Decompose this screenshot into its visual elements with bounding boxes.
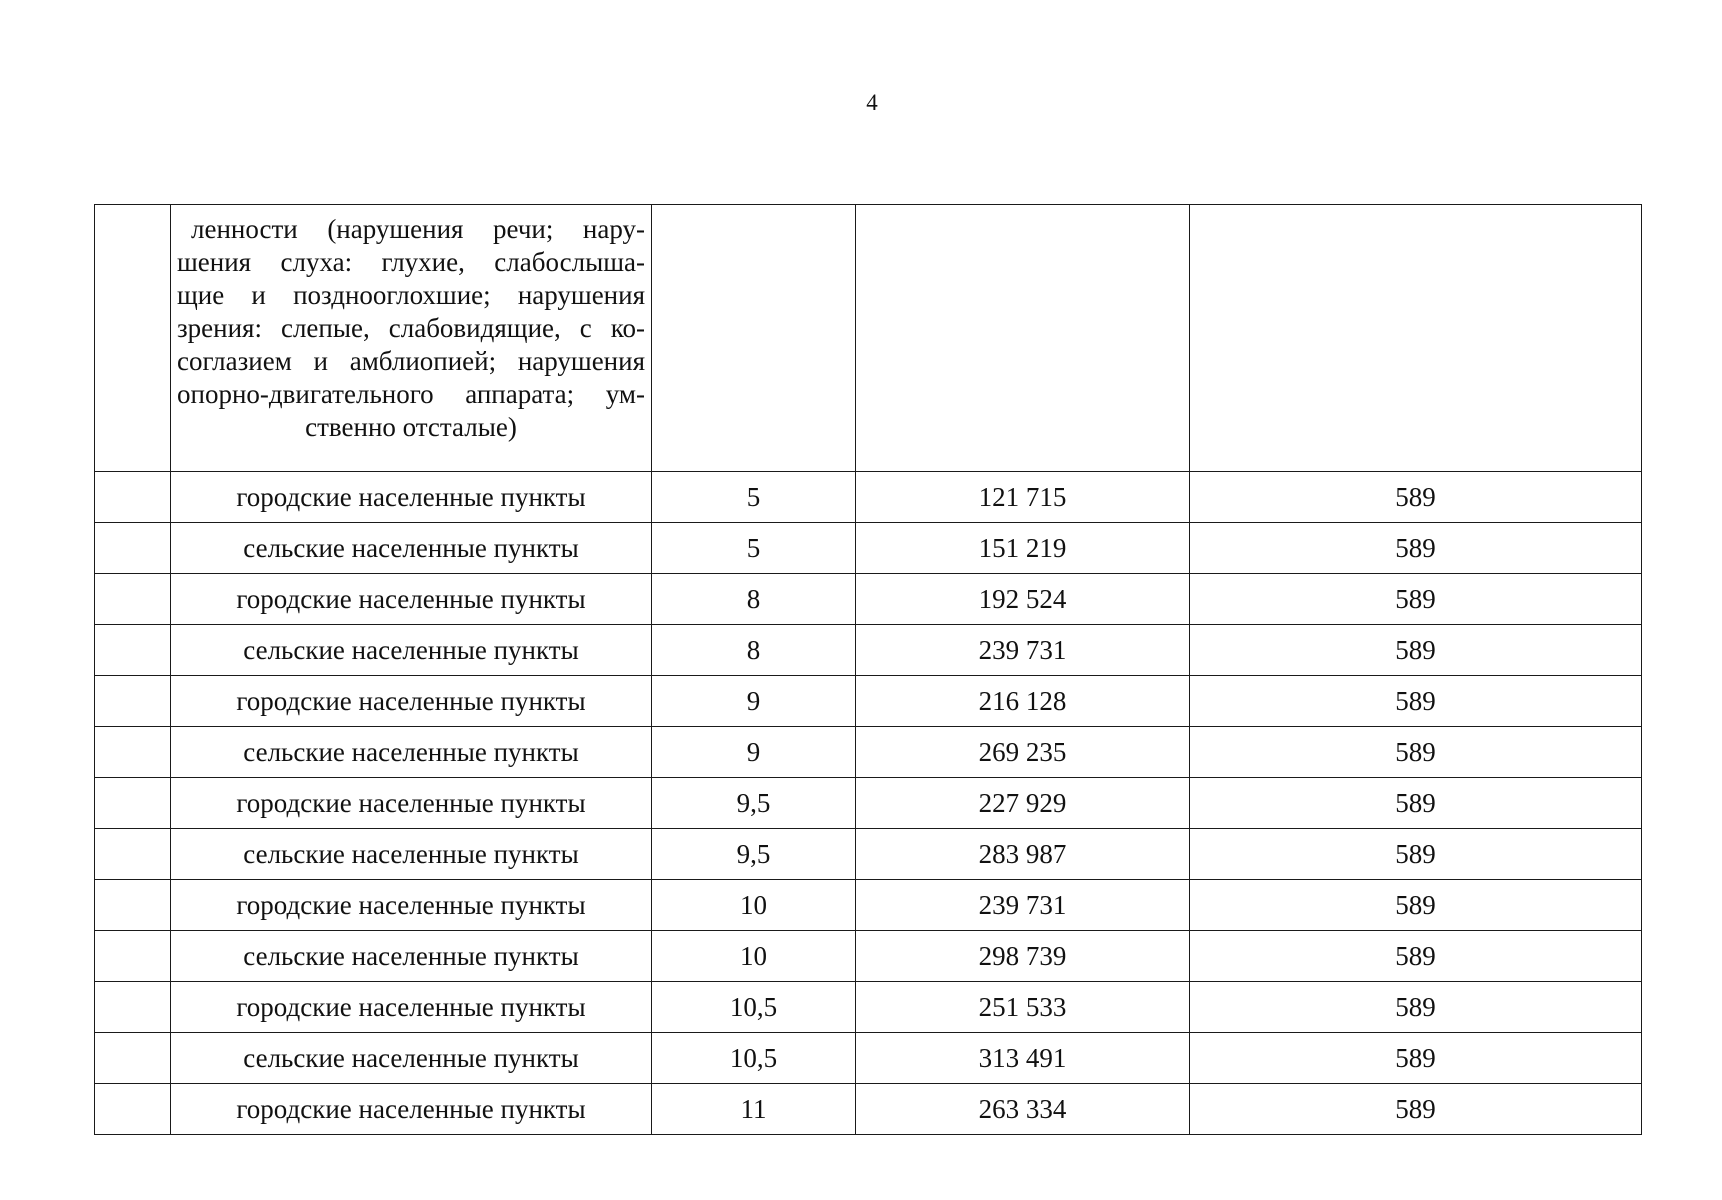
hours-cell: 9 — [652, 676, 856, 727]
number-cell — [95, 574, 171, 625]
page-number: 4 — [866, 90, 878, 115]
settlement-type-cell: сельские населенные пункты — [171, 931, 652, 982]
hours-cell: 11 — [652, 1084, 856, 1135]
table-row — [95, 472, 1642, 523]
table-row — [95, 880, 1642, 931]
hours-cell: 8 — [652, 574, 856, 625]
table-row — [95, 982, 1642, 1033]
other-cell: 589 — [1190, 880, 1642, 931]
number-cell — [95, 829, 171, 880]
table-row — [95, 829, 1642, 880]
settlement-type-cell: городские населенные пункты — [171, 778, 652, 829]
number-cell — [95, 472, 171, 523]
hours-cell — [652, 205, 856, 472]
description-line: зрения: слепые, слабовидящие, с ко- — [177, 313, 645, 343]
other-cell: 589 — [1190, 982, 1642, 1033]
other-cell: 589 — [1190, 778, 1642, 829]
cost-cell: 239 731 — [856, 625, 1190, 676]
hours-cell: 10 — [652, 931, 856, 982]
cost-cell: 263 334 — [856, 1084, 1190, 1135]
hours-cell: 5 — [652, 523, 856, 574]
other-cell: 589 — [1190, 727, 1642, 778]
settlement-type-cell: городские населенные пункты — [171, 1084, 652, 1135]
settlement-type-cell: сельские населенные пункты — [171, 523, 652, 574]
cost-cell: 239 731 — [856, 880, 1190, 931]
cost-cell: 251 533 — [856, 982, 1190, 1033]
number-cell — [95, 778, 171, 829]
description-cell — [171, 205, 652, 472]
other-cell: 589 — [1190, 931, 1642, 982]
settlement-type-cell: сельские населенные пункты — [171, 829, 652, 880]
description-line: щие и позднооглохшие; нарушения — [177, 280, 645, 310]
hours-cell: 10,5 — [652, 982, 856, 1033]
other-cell: 589 — [1190, 1033, 1642, 1084]
cost-cell: 298 739 — [856, 931, 1190, 982]
other-cell: 589 — [1190, 472, 1642, 523]
number-cell — [95, 880, 171, 931]
data-table — [94, 204, 1642, 1135]
table-row — [95, 1084, 1642, 1135]
number-cell — [95, 205, 171, 472]
table-row — [95, 931, 1642, 982]
settlement-type-cell: городские населенные пункты — [171, 676, 652, 727]
description-line: шения слуха: глухие, слабослыша- — [177, 247, 645, 277]
settlement-type-cell: сельские населенные пункты — [171, 1033, 652, 1084]
settlement-type-cell: городские населенные пункты — [171, 574, 652, 625]
cost-cell — [856, 205, 1190, 472]
table-row — [95, 1033, 1642, 1084]
hours-cell: 10 — [652, 880, 856, 931]
other-cell — [1190, 205, 1642, 472]
number-cell — [95, 625, 171, 676]
cost-cell: 216 128 — [856, 676, 1190, 727]
number-cell — [95, 727, 171, 778]
number-cell — [95, 982, 171, 1033]
settlement-type-cell: городские населенные пункты — [171, 880, 652, 931]
description-line: ленности (нарушения речи; нару- — [191, 214, 645, 244]
number-cell — [95, 931, 171, 982]
settlement-type-cell: сельские населенные пункты — [171, 625, 652, 676]
other-cell: 589 — [1190, 1084, 1642, 1135]
cost-cell: 121 715 — [856, 472, 1190, 523]
other-cell: 589 — [1190, 523, 1642, 574]
table-row — [95, 574, 1642, 625]
cost-cell: 192 524 — [856, 574, 1190, 625]
hours-cell: 5 — [652, 472, 856, 523]
other-cell: 589 — [1190, 829, 1642, 880]
cost-cell: 269 235 — [856, 727, 1190, 778]
cost-cell: 283 987 — [856, 829, 1190, 880]
settlement-type-cell: сельские населенные пункты — [171, 727, 652, 778]
table-row — [95, 778, 1642, 829]
number-cell — [95, 676, 171, 727]
table-row — [95, 523, 1642, 574]
hours-cell: 9 — [652, 727, 856, 778]
cost-cell: 151 219 — [856, 523, 1190, 574]
table-row — [95, 625, 1642, 676]
other-cell: 589 — [1190, 676, 1642, 727]
hours-cell: 9,5 — [652, 829, 856, 880]
description-line: опорно-двигательного аппарата; ум- — [177, 379, 645, 409]
settlement-type-cell: городские населенные пункты — [171, 472, 652, 523]
hours-cell: 8 — [652, 625, 856, 676]
table-body — [95, 205, 1642, 1135]
settlement-type-cell: городские населенные пункты — [171, 982, 652, 1033]
other-cell: 589 — [1190, 625, 1642, 676]
table-row — [95, 727, 1642, 778]
other-cell: 589 — [1190, 574, 1642, 625]
hours-cell: 9,5 — [652, 778, 856, 829]
cost-cell: 227 929 — [856, 778, 1190, 829]
description-line: соглазием и амблиопией; нарушения — [177, 346, 645, 376]
hours-cell: 10,5 — [652, 1033, 856, 1084]
description-line: ственно отсталые) — [305, 412, 517, 442]
number-cell — [95, 1033, 171, 1084]
table-row — [95, 676, 1642, 727]
number-cell — [95, 1084, 171, 1135]
cost-cell: 313 491 — [856, 1033, 1190, 1084]
table-row-continuation — [95, 205, 1642, 472]
number-cell — [95, 523, 171, 574]
